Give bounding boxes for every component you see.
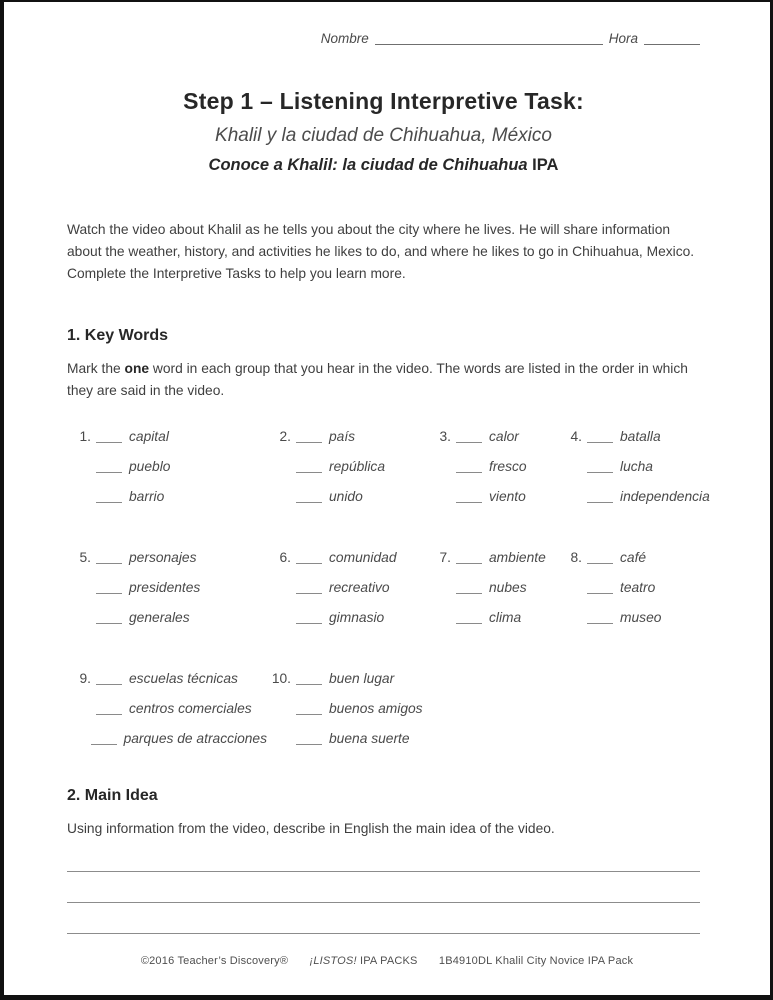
word-option: capital: [129, 429, 169, 444]
footer-brand: [309, 955, 417, 967]
word-row: [267, 415, 427, 445]
word-row: [67, 596, 267, 626]
word-option: clima: [489, 610, 522, 625]
word-option: buenos amigos: [329, 701, 423, 716]
word-row: [558, 566, 710, 596]
answer-line-1: [67, 841, 700, 872]
answer-blank: [96, 590, 122, 594]
word-row: [267, 717, 427, 747]
word-row: [427, 415, 558, 445]
answer-blank: [96, 620, 122, 624]
group-number: 3.: [439, 429, 451, 444]
instructions-bold-word: one: [124, 361, 150, 376]
word-row: [267, 687, 427, 717]
answer-blank: [587, 439, 613, 443]
word-row: [267, 536, 427, 566]
word-option: gimnasio: [329, 610, 385, 625]
word-row: [67, 717, 267, 747]
answer-blank: [96, 469, 122, 473]
word-option: personajes: [129, 550, 197, 565]
word-option: parques de atracciones: [123, 731, 267, 746]
word-option: república: [329, 459, 385, 474]
answer-blank: [296, 590, 322, 594]
main-idea-answer-area: [67, 841, 700, 934]
group-number: 8.: [570, 550, 582, 565]
word-row: [558, 445, 710, 475]
footer-copyright: ©2016 Teacher’s Discovery®: [140, 955, 289, 967]
word-row: [558, 415, 710, 445]
word-row: [267, 445, 427, 475]
group-number: 2.: [279, 429, 291, 444]
answer-blank: [456, 620, 482, 624]
word-option: buen lugar: [329, 671, 395, 686]
answer-blank: [96, 681, 122, 685]
answer-blank: [456, 469, 482, 473]
word-row: [267, 596, 427, 626]
answer-line-3: [67, 903, 700, 934]
word-option: calor: [489, 429, 519, 444]
word-row: [267, 657, 427, 687]
word-option: lucha: [620, 459, 653, 474]
answer-blank: [587, 469, 613, 473]
word-row: [67, 536, 267, 566]
name-hora-header: [67, 30, 700, 46]
word-option: café: [620, 550, 647, 565]
word-option: unido: [329, 489, 363, 504]
answer-blank: [587, 590, 613, 594]
word-row: [67, 566, 267, 596]
word-option: país: [329, 429, 356, 444]
word-row: [67, 657, 267, 687]
word-group-2: [267, 415, 427, 505]
video-title-suffix: IPA: [527, 156, 559, 174]
word-row: [558, 596, 710, 626]
section2-heading: 2. Main Idea: [67, 787, 158, 804]
word-group-4: [558, 415, 710, 505]
group-number: 1.: [79, 429, 91, 444]
word-option: pueblo: [129, 459, 171, 474]
word-row: [67, 687, 267, 717]
answer-blank: [296, 560, 322, 564]
word-row: [427, 536, 558, 566]
word-option: escuelas técnicas: [129, 671, 238, 686]
word-row: [558, 475, 710, 505]
hora-blank-line: [644, 30, 700, 45]
subtitle-spanish: Khalil y la ciudad de Chihuahua, México: [215, 125, 552, 146]
video-title-italic: Conoce a Khalil: la ciudad de Chihuahua: [208, 156, 528, 174]
intro-paragraph: Watch the video about Khalil as he tells you about the city where he lives. He will share information about the weather, history, and activities he likes to do, and where he likes to go in Chihuahua, Mexico. Complete the Interpretive Tasks to help you learn more.: [67, 222, 695, 281]
group-number: 4.: [570, 429, 582, 444]
answer-blank: [296, 499, 322, 503]
section1-heading: 1. Key Words: [67, 327, 169, 344]
answer-blank: [296, 620, 322, 624]
instructions-post: word in each group that you hear in the video. The words are listed in the order in which they are said in the video.: [67, 361, 688, 398]
answer-blank: [296, 711, 322, 715]
word-option: generales: [129, 610, 190, 625]
group-number: 5.: [79, 550, 91, 565]
answer-blank: [587, 560, 613, 564]
word-group-8: [558, 536, 710, 626]
answer-blank: [96, 560, 122, 564]
subtitle-video-title: [67, 156, 700, 175]
word-row: [67, 475, 267, 505]
word-option: recreativo: [329, 580, 390, 595]
group-number: 10.: [271, 671, 291, 686]
instructions-pre: Mark the: [67, 361, 125, 376]
word-row: [427, 596, 558, 626]
answer-blank: [456, 590, 482, 594]
answer-line-2: [67, 872, 700, 903]
word-group-9: [67, 657, 267, 747]
word-group-5: [67, 536, 267, 626]
answer-blank: [456, 560, 482, 564]
word-option: viento: [489, 489, 526, 504]
word-group-6: [267, 536, 427, 626]
footer-product-code: 1B4910DL Khalil City Novice IPA Pack: [438, 955, 634, 967]
hora-label: Hora: [608, 31, 638, 46]
word-option: nubes: [489, 580, 527, 595]
answer-blank: [96, 711, 122, 715]
word-row: [67, 445, 267, 475]
section1-instructions: [67, 358, 700, 402]
word-row: [427, 566, 558, 596]
word-option: fresco: [489, 459, 527, 474]
word-option: barrio: [129, 489, 165, 504]
page-title: Step 1 – Listening Interpretive Task:: [183, 88, 584, 114]
footer-brand-rest: IPA PACKS: [356, 955, 418, 967]
word-row: [427, 445, 558, 475]
word-option: independencia: [620, 489, 710, 504]
answer-blank: [587, 620, 613, 624]
answer-blank: [587, 499, 613, 503]
key-words-groups: [67, 415, 710, 747]
group-number: 7.: [439, 550, 451, 565]
answer-blank: [96, 439, 122, 443]
word-row: [267, 475, 427, 505]
word-row: [558, 536, 710, 566]
word-group-1: [67, 415, 267, 505]
answer-blank: [296, 741, 322, 745]
answer-blank: [456, 499, 482, 503]
word-option: presidentes: [129, 580, 201, 595]
word-group-3: [427, 415, 558, 505]
word-option: teatro: [620, 580, 656, 595]
group-number: 6.: [279, 550, 291, 565]
answer-blank: [91, 741, 117, 745]
section2-instructions: Using information from the video, describe in English the main idea of the video.: [67, 821, 555, 836]
word-option: batalla: [620, 429, 661, 444]
word-row: [267, 566, 427, 596]
answer-blank: [296, 469, 322, 473]
word-option: ambiente: [489, 550, 546, 565]
word-option: museo: [620, 610, 662, 625]
word-option: comunidad: [329, 550, 397, 565]
nombre-blank-line: [375, 30, 603, 45]
word-row: [67, 415, 267, 445]
answer-blank: [456, 439, 482, 443]
word-row: [427, 475, 558, 505]
word-option: buena suerte: [329, 731, 410, 746]
footer: [4, 955, 770, 967]
answer-blank: [296, 681, 322, 685]
answer-blank: [96, 499, 122, 503]
word-group-10: [267, 657, 427, 747]
group-number: 9.: [79, 671, 91, 686]
nombre-label: Nombre: [320, 31, 369, 46]
word-option: centros comerciales: [129, 701, 252, 716]
word-group-7: [427, 536, 558, 626]
answer-blank: [296, 439, 322, 443]
footer-brand-italic: ¡LISTOS!: [309, 955, 357, 967]
